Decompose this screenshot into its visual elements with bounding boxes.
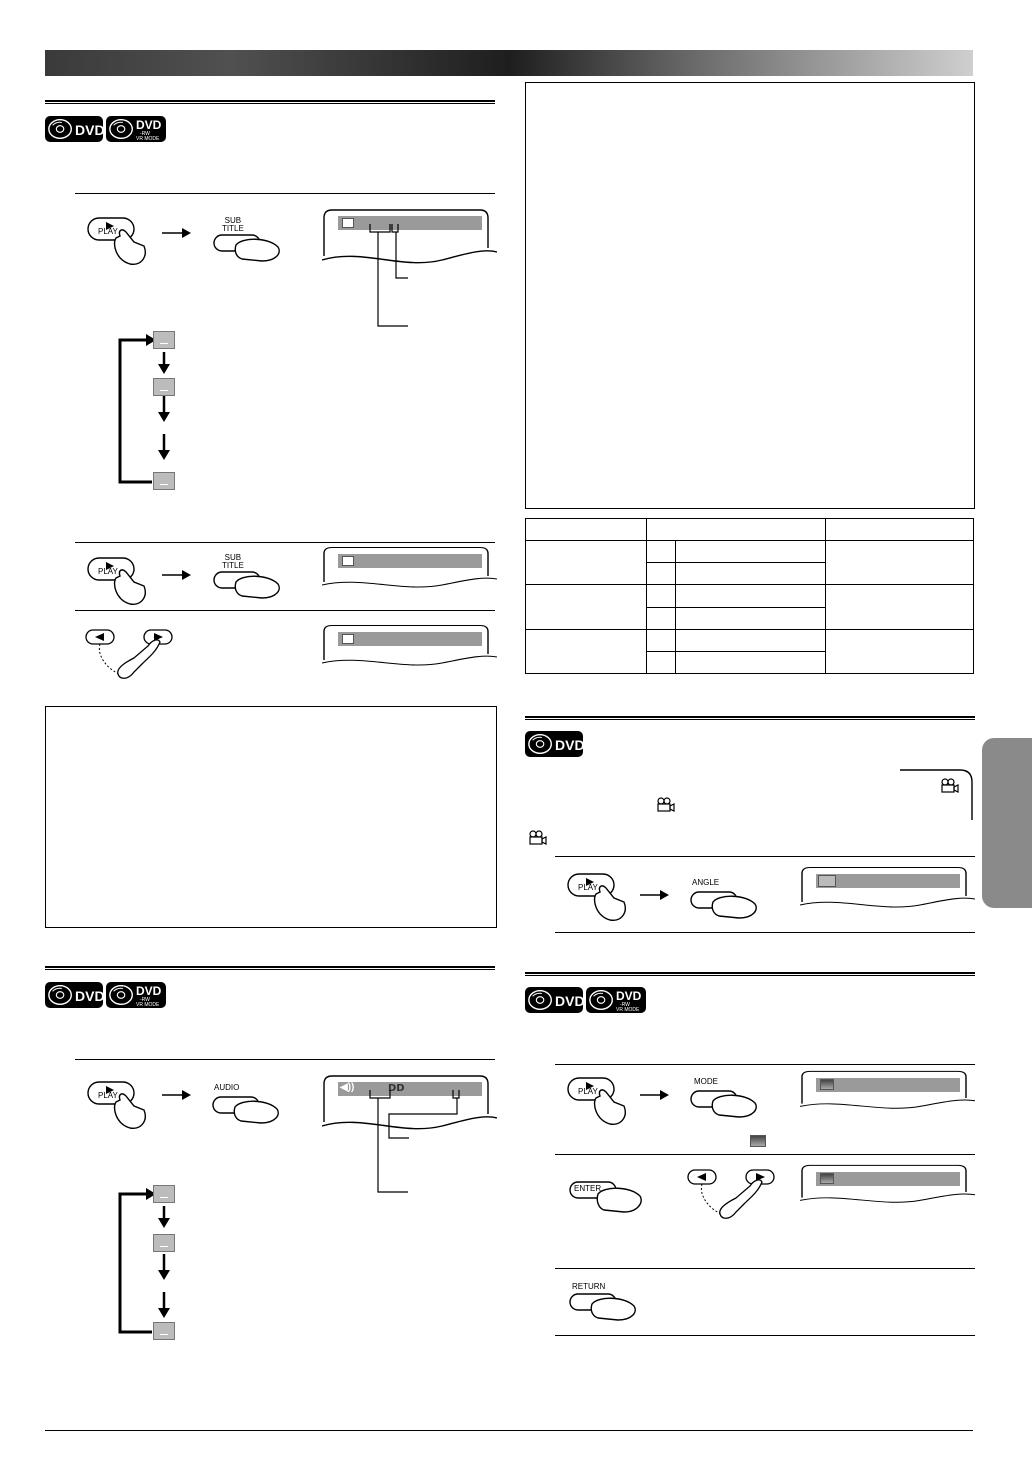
step-divider [75, 193, 495, 194]
svg-text:DVD: DVD [136, 984, 162, 998]
mode-button-illustration [688, 1077, 762, 1119]
dvd-badge [45, 116, 103, 147]
subtitle-button-illustration [212, 554, 284, 600]
side-tab [982, 738, 1032, 908]
play-label: PLAY [578, 1087, 598, 1096]
arrow-right-icon [640, 1088, 670, 1106]
play-label: PLAY [98, 227, 118, 236]
svg-text:DVD: DVD [555, 737, 583, 753]
subtitle-label-line2: TITLE [222, 224, 244, 233]
svg-text:-RW: -RW [140, 997, 150, 1003]
camera-icon [818, 875, 836, 887]
dolby-digital-badge: DD [388, 1083, 405, 1094]
picture-icon [750, 1135, 766, 1147]
arrow-right-icon [162, 1088, 192, 1106]
svg-text:DVD: DVD [75, 122, 103, 138]
step-divider [555, 1154, 975, 1155]
cursor-buttons-illustration [76, 628, 176, 682]
audio-label: AUDIO [214, 1083, 240, 1092]
osd-screen-mode [800, 1164, 975, 1220]
audio-button-illustration [210, 1083, 284, 1125]
play-button-illustration [566, 1076, 636, 1126]
osd-screen-subtitle [322, 546, 497, 606]
arrow-right-icon [640, 888, 670, 906]
svg-text:-RW: -RW [620, 1002, 630, 1008]
step-divider [555, 932, 975, 933]
arrow-right-icon [162, 226, 192, 244]
subtitle-icon [342, 634, 354, 644]
step-divider [555, 856, 975, 857]
dvd-rw-badge [586, 987, 646, 1018]
corner-bracket [900, 768, 975, 822]
osd-screen-mode [800, 1070, 975, 1126]
angle-label: ANGLE [692, 878, 720, 887]
step-divider [75, 610, 495, 611]
subtitle-icon [342, 556, 354, 566]
svg-text:VR MODE: VR MODE [616, 1007, 640, 1013]
picture-icon [820, 1079, 834, 1090]
dvd-badge [525, 987, 583, 1018]
picture-icon [820, 1173, 834, 1184]
note-box [45, 706, 497, 928]
svg-text:DVD: DVD [616, 989, 642, 1003]
subtitle-label-line1: SUB [224, 216, 242, 225]
play-label: PLAY [98, 1091, 118, 1100]
subtitle-section-rule [45, 100, 495, 104]
osd-screen-angle [800, 866, 975, 926]
subtitle-label-line2: TITLE [222, 561, 244, 570]
step-divider [555, 1335, 975, 1336]
page-header-bar [45, 50, 973, 76]
play-button-illustration [86, 1080, 156, 1130]
arrow-right-icon [162, 568, 192, 586]
return-label: RETURN [572, 1282, 606, 1291]
cursor-buttons-illustration [678, 1168, 778, 1222]
subtitle-cycle-diagram [110, 330, 190, 490]
dvd-badge [45, 982, 103, 1013]
play-button-illustration [86, 556, 156, 606]
camera-icon [528, 830, 548, 846]
camera-icon [940, 778, 960, 794]
play-button-illustration [86, 216, 156, 266]
angle-section-rule [525, 716, 975, 720]
svg-text:DVD: DVD [555, 993, 583, 1009]
step-divider [555, 1268, 975, 1269]
audio-section-rule [45, 966, 495, 970]
svg-text:VR MODE: VR MODE [136, 136, 160, 142]
svg-text:DVD: DVD [75, 988, 103, 1004]
enter-button-illustration [568, 1180, 648, 1224]
osd-screen-subtitle [322, 624, 497, 684]
info-box [525, 82, 975, 509]
camera-icon [656, 797, 676, 813]
speaker-icon: ◀)) [340, 1082, 355, 1093]
dvd-rw-badge [106, 982, 166, 1013]
play-button-illustration [566, 872, 636, 922]
mode-label: MODE [694, 1077, 718, 1086]
svg-text:DVD: DVD [136, 118, 162, 132]
angle-button-illustration [688, 878, 762, 920]
play-label: PLAY [578, 883, 598, 892]
subtitle-label-line1: SUB [224, 553, 242, 562]
step-divider [75, 542, 495, 543]
step-divider [555, 1064, 975, 1065]
svg-text:-RW: -RW [140, 131, 150, 137]
return-button-illustration [568, 1282, 648, 1326]
dvd-badge [525, 731, 583, 762]
subtitle-button-illustration [212, 217, 284, 263]
svg-text:VR MODE: VR MODE [136, 1002, 160, 1008]
play-label: PLAY [98, 567, 118, 576]
enter-label: ENTER [574, 1184, 602, 1193]
audio-cycle-diagram [110, 1184, 190, 1344]
footer-rule [45, 1430, 973, 1431]
subtitle-icon [342, 218, 354, 228]
step-divider [75, 1059, 495, 1060]
mode-section-rule [525, 972, 975, 976]
language-table [525, 518, 974, 674]
dvd-rw-badge [106, 116, 166, 147]
